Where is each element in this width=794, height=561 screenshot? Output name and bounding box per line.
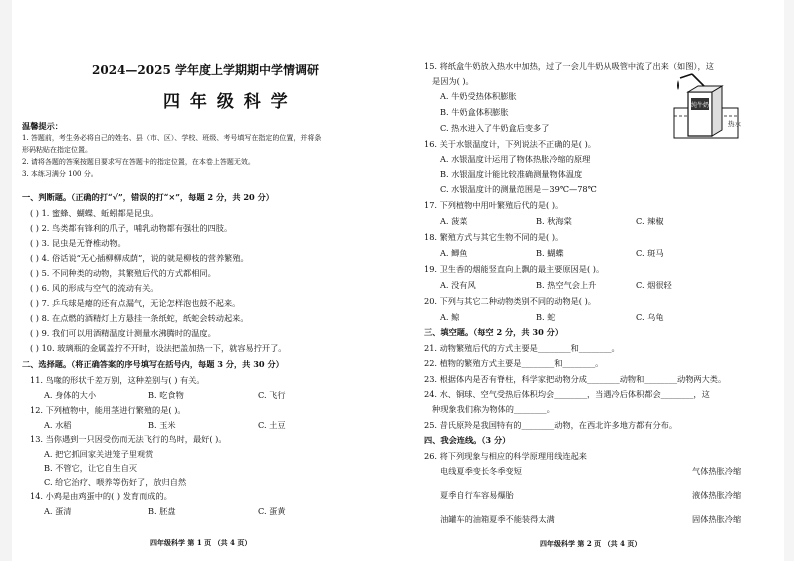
option: C. 给它治疗、喂养等伤好了，放归自然 [44,477,187,487]
section-judge-heading: 一、判断题。（正确的打“√”，错误的打“×”，每题 2 分，共 20 分） [22,192,274,202]
option: B. 不管它，让它自生自灭 [44,463,138,473]
question-14: 14. 小鸡是由鸡蛋中的( ) 发育而成的。 [30,491,172,501]
match-right-item: 固体热胀冷缩 [692,514,742,524]
exam-header: 2024—2025 学年度上学期期中学情调研 [92,63,319,77]
option: B. 热空气会上升 [536,280,597,290]
judge-item: ( ) 9. 我们可以用酒精温度计测量水沸腾时的温度。 [30,328,216,338]
judge-item: ( ) 1. 蜜蜂、蝴蝶、蚯蚓都是昆虫。 [30,208,159,218]
question-12: 12. 下列植物中，能用茎进行繁殖的是( )。 [30,405,186,415]
question-19: 19. 卫生香的烟能竖直向上飘的最主要原因是( )。 [424,264,605,274]
option: A. 水银温度计运用了物体热胀冷缩的原理 [440,154,591,164]
match-left-item: 油罐车的油箱夏季不能装得太满 [440,514,555,524]
option: A. 把它抓回家关进笼子里观赏 [44,449,154,459]
option: C. 乌龟 [636,312,664,322]
question-26: 26. 将下列现象与相应的科学原理用线连起来 [424,451,587,461]
judge-item: ( ) 3. 昆虫是无脊椎动物。 [30,238,126,248]
option: A. 水稻 [44,420,72,430]
question-20: 20. 下列与其它二种动物类别不同的动物是( )。 [424,296,596,306]
question-15-cont: 是因为( )。 [432,76,474,86]
option: A. 没有风 [440,280,476,290]
option: C. 水银温度计的测量范围是－39℃—78℃ [440,184,597,194]
option: A. 鲫鱼 [440,248,468,258]
notice-line: 1. 答题前，考生务必将自己的姓名、县（市、区）、学校、班级、考号填写在指定的位置，并将条 [22,134,322,142]
option: A. 身体的大小 [44,390,97,400]
judge-item: ( ) 5. 不同种类的动物，其繁殖后代的方式都相同。 [30,268,216,278]
option: B. 牛奶盒体积膨胀 [440,107,509,117]
question-16: 16. 关于水银温度计，下列说法不正确的是( )。 [424,139,596,149]
question-11: 11. 鸟喙的形状千差万别，这种差别与( ) 有关。 [30,375,205,385]
option: A. 菠菜 [440,216,468,226]
page-fold-right [784,0,794,561]
question-15: 15. 将纸盒牛奶放入热水中加热，过了一会儿牛奶从吸管中流了出来（如图），这 [424,61,714,71]
option: C. 蛋黄 [258,506,286,516]
option: B. 吃食物 [148,390,184,400]
section-fill-heading: 三、填空题。（每空 2 分，共 30 分） [424,327,564,337]
option: A. 鲸 [440,312,460,322]
option: B. 蛇 [536,312,556,322]
match-right-item: 液体热胀冷缩 [692,490,742,500]
match-right-item: 气体热胀冷缩 [692,466,742,476]
option: B. 玉米 [148,420,176,430]
option: B. 秋海棠 [536,216,572,226]
page-footer: 四年级科学 第 1 页 （共 4 页） [150,538,252,547]
notice-line: 2. 请将各题的答案按题目要求写在答题卡的指定位置，在本卷上答题无效。 [22,158,255,166]
match-left-item: 夏季自行车容易爆胎 [440,490,514,500]
section-match-heading: 四、我会连线。（3 分） [424,435,511,445]
question-18: 18. 繁殖方式与其它生物不同的是( )。 [424,232,564,242]
option: C. 烟很轻 [636,280,672,290]
page-fold-left [0,0,12,561]
question-17: 17. 下列植物中用叶繁殖后代的是( )。 [424,200,564,210]
option: B. 蝴蝶 [536,248,564,258]
question-25: 25. 昔氏原羚是我国特有的________动物，在西北许多地方都有分布。 [424,420,678,430]
judge-item: ( ) 7. 乒乓球是瘪的还有点漏气，无论怎样泡也鼓不起来。 [30,298,241,308]
option: C. 热水进入了牛奶盒后变多了 [440,123,550,133]
question-13: 13. 当你遇到一只因受伤而无法飞行的鸟时，最好( )。 [30,434,227,444]
notice-title: 温馨提示： [22,121,63,131]
page-title: 四 年 级 科 学 [163,92,290,112]
milk-box-figure [652,72,744,140]
question-24: 24. 水、铜球、空气受热后体积均会________，当遇冷后体积都会________，这 [424,389,710,399]
option: C. 斑马 [636,248,664,258]
notice-line: 形码粘贴在指定位置。 [22,146,92,154]
judge-item: ( ) 8. 在点燃的酒精灯上方悬挂一条纸蛇，纸蛇会转动起来。 [30,313,249,323]
notice-line: 3. 本练习满分 100 分。 [22,170,98,178]
option: A. 蛋清 [44,506,72,516]
judge-item: ( ) 2. 鸟类都有锋利的爪子，哺乳动物都有强壮的四肢。 [30,223,233,233]
milk-box-label: 纯牛奶 [690,102,710,109]
hot-water-label: 热水 [728,120,741,128]
option: B. 胚盘 [148,506,176,516]
question-24-cont: 种现象我们称为物体的________。 [432,404,555,414]
section-choice-heading: 二、选择题。（将正确答案的序号填写在括号内，每题 3 分，共 30 分） [22,359,284,369]
option: A. 牛奶受热体积膨胀 [440,91,517,101]
option: C. 土豆 [258,420,286,430]
question-22: 22. 植物的繁殖方式主要是________和________。 [424,358,604,368]
judge-item: ( ) 6. 风的形成与空气的流动有关。 [30,283,159,293]
question-23: 23. 根据体内是否有脊柱，科学家把动物分成________动物和________动物两大类。 [424,374,727,384]
option: B. 水银温度计能比较准确测量物体温度 [440,169,583,179]
question-21: 21. 动物繁殖后代的方式主要是________和________。 [424,343,620,353]
page-footer: 四年级科学 第 2 页 （共 4 页） [540,539,642,548]
judge-item: ( ) 10. 玻璃瓶的金属盖拧不开时，设法把盖加热一下，就容易拧开了。 [30,343,287,353]
judge-item: ( ) 4. 俗话说“无心插柳柳成荫”，说的就是柳枝的营养繁殖。 [30,253,249,263]
option: C. 辣椒 [636,216,664,226]
option: C. 飞行 [258,390,286,400]
match-left-item: 电线夏季变长冬季变短 [440,466,522,476]
